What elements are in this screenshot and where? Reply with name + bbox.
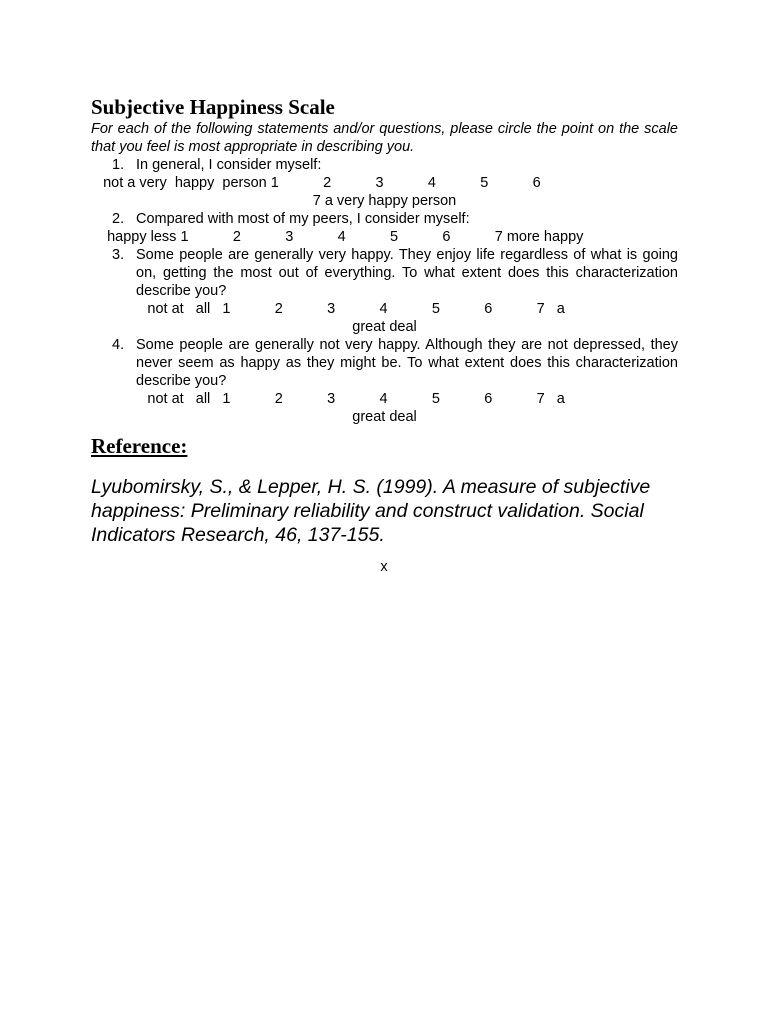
footer-mark: x [380, 559, 388, 575]
reference-heading: Reference: [91, 434, 188, 458]
question-number: 3. [112, 247, 125, 263]
question-item-4 [91, 336, 678, 390]
question-list [91, 156, 678, 426]
rating-scale-continuation: great deal [352, 319, 417, 335]
question-number: 4. [112, 337, 125, 353]
question-number: 2. [112, 211, 125, 227]
question-text: Some people are generally not very happy. Although they are not depressed, they never seem as happy as they might be. To what extent does this characterization describe you? [136, 337, 678, 389]
instructions-text: For each of the following statements and/or questions, please circle the point on the scale that you feel is most appropriate in describing you. [91, 121, 678, 155]
question-number: 1. [112, 157, 125, 173]
document-page [91, 94, 678, 547]
reference-citation: Lyubomirsky, S., & Lepper, H. S. (1999). A measure of subjective happiness: Preliminary reliability and construct validation. Social Indicators Research, 46, 137-155. [91, 476, 651, 546]
page-title: Subjective Happiness Scale [91, 95, 335, 119]
question-item-1 [91, 156, 678, 174]
rating-scale-line: not at all 1 2 3 4 5 6 7 a [91, 391, 565, 407]
question-text: Some people are generally very happy. They enjoy life regardless of what is going on, getting the most out of everything. To what extent does this characterization describe you? [136, 247, 678, 299]
rating-scale-continuation: great deal [352, 409, 417, 425]
question-item-3 [91, 246, 678, 300]
rating-scale-continuation: 7 a very happy person [312, 193, 457, 209]
question-text: In general, I consider myself: [136, 157, 322, 173]
rating-scale-line: not a very happy person 1 2 3 4 5 6 [91, 175, 541, 191]
question-text: Compared with most of my peers, I consider myself: [136, 211, 470, 227]
rating-scale-line: not at all 1 2 3 4 5 6 7 a [91, 301, 565, 317]
question-item-2 [91, 210, 678, 228]
rating-scale-line: happy less 1 2 3 4 5 6 7 more happy [91, 229, 584, 245]
